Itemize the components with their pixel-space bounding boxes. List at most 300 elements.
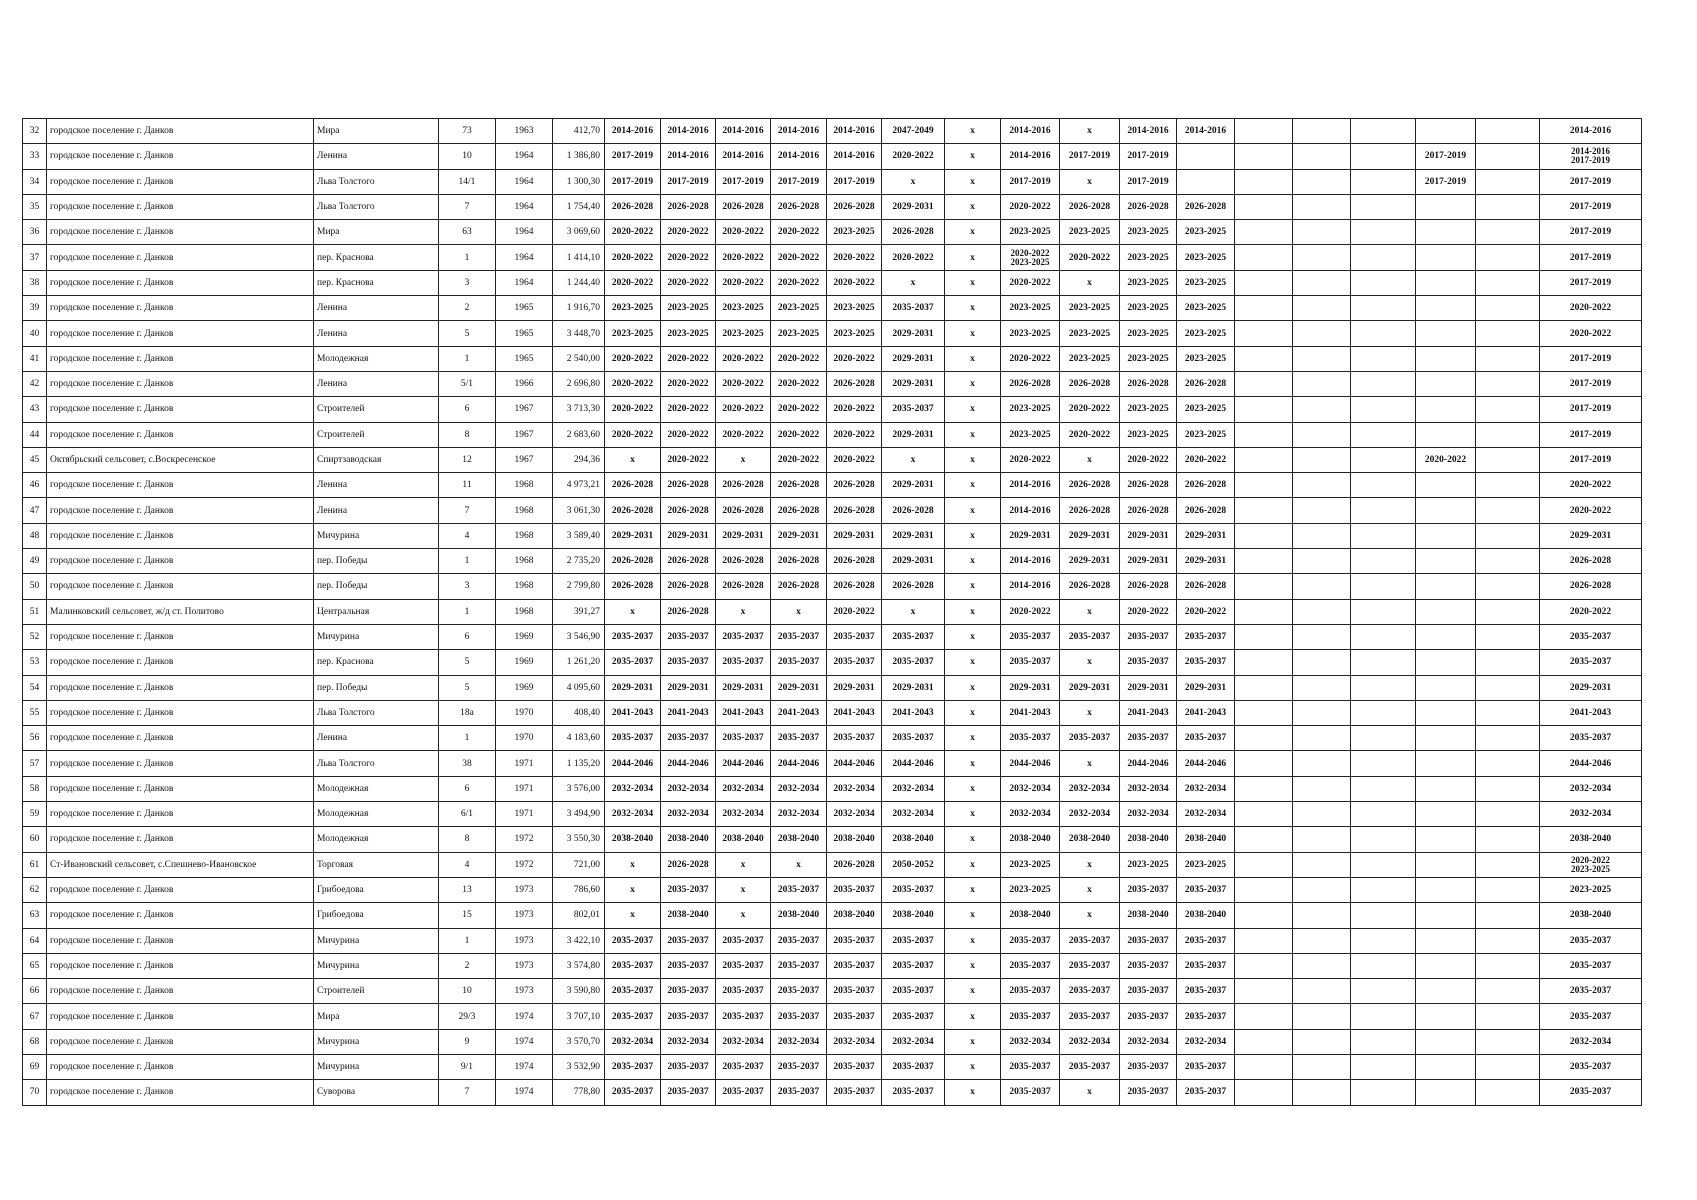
period-cell bbox=[1351, 953, 1416, 978]
period-cell: 2020-2022 bbox=[716, 270, 771, 295]
area-cell: 2 735,20 bbox=[553, 549, 605, 574]
period-cell: 2023-2025 bbox=[661, 296, 716, 321]
period-cell bbox=[1476, 549, 1540, 574]
period-cell: 2032-2034 bbox=[1177, 776, 1235, 801]
period-cell: 2023-2025 bbox=[1120, 422, 1177, 447]
period-cell: 2026-2028 bbox=[1060, 194, 1120, 219]
area-cell: 778,80 bbox=[553, 1080, 605, 1105]
street-cell: Мира bbox=[314, 1004, 439, 1029]
period-cell: 2035-2037 bbox=[882, 1054, 945, 1079]
row-number-cell: 61 bbox=[23, 852, 47, 877]
total-period-cell: 2035-2037 bbox=[1540, 979, 1642, 1004]
period-cell: х bbox=[945, 397, 1001, 422]
total-period-cell: 2017-2019 bbox=[1540, 346, 1642, 371]
period-cell: 2023-2025 bbox=[1120, 852, 1177, 877]
street-cell: пер. Краснова bbox=[314, 270, 439, 295]
period-cell: 2029-2031 bbox=[1120, 523, 1177, 548]
period-cell: 2023-2025 bbox=[1177, 397, 1235, 422]
period-cell: 2029-2031 bbox=[605, 675, 661, 700]
period-cell: 2038-2040 bbox=[1120, 903, 1177, 928]
period-cell bbox=[1293, 1054, 1351, 1079]
period-cell bbox=[1235, 144, 1293, 169]
period-cell: 2035-2037 bbox=[1177, 726, 1235, 751]
house-number-cell: 7 bbox=[439, 194, 496, 219]
total-period-cell: 2017-2019 bbox=[1540, 371, 1642, 396]
period-cell: 2026-2028 bbox=[605, 194, 661, 219]
period-cell bbox=[1293, 447, 1351, 472]
house-number-cell: 9/1 bbox=[439, 1054, 496, 1079]
period-cell: 2020-2022 bbox=[661, 397, 716, 422]
period-cell bbox=[1416, 979, 1476, 1004]
period-cell: 2032-2034 bbox=[827, 776, 882, 801]
period-cell: 2020-2022 bbox=[1120, 599, 1177, 624]
house-number-cell: 38 bbox=[439, 751, 496, 776]
period-cell: х bbox=[1060, 599, 1120, 624]
period-cell: 2032-2034 bbox=[605, 1029, 661, 1054]
period-cell bbox=[1476, 599, 1540, 624]
row-number-cell: 57 bbox=[23, 751, 47, 776]
period-cell: 2020-2022 2023-2025 bbox=[1001, 245, 1060, 270]
area-cell: 3 448,70 bbox=[553, 321, 605, 346]
period-cell bbox=[1235, 624, 1293, 649]
period-cell: 2023-2025 bbox=[1120, 296, 1177, 321]
period-cell: 2023-2025 bbox=[1120, 270, 1177, 295]
period-cell: 2023-2025 bbox=[1120, 321, 1177, 346]
period-cell: х bbox=[945, 523, 1001, 548]
period-cell: 2020-2022 bbox=[1060, 422, 1120, 447]
period-cell bbox=[1235, 827, 1293, 852]
period-cell: 2035-2037 bbox=[1177, 877, 1235, 902]
settlement-cell: Ст-Ивановский сельсовет, с.Спешнево-Ивановское bbox=[47, 852, 314, 877]
period-cell: 2020-2022 bbox=[1177, 447, 1235, 472]
period-cell: 2026-2028 bbox=[1120, 574, 1177, 599]
settlement-cell: городское поселение г. Данков bbox=[47, 523, 314, 548]
row-number-cell: 49 bbox=[23, 549, 47, 574]
period-cell: 2017-2019 bbox=[605, 144, 661, 169]
period-cell: х bbox=[1060, 169, 1120, 194]
period-cell: х bbox=[1060, 270, 1120, 295]
street-cell: Льва Толстого bbox=[314, 169, 439, 194]
period-cell: х bbox=[945, 979, 1001, 1004]
year-built-cell: 1972 bbox=[496, 827, 553, 852]
table-row bbox=[23, 397, 1642, 422]
period-cell: х bbox=[1060, 119, 1120, 144]
total-period-cell: 2017-2019 bbox=[1540, 245, 1642, 270]
period-cell bbox=[1416, 194, 1476, 219]
settlement-cell: городское поселение г. Данков bbox=[47, 776, 314, 801]
period-cell: 2026-2028 bbox=[1001, 371, 1060, 396]
period-cell bbox=[1416, 1029, 1476, 1054]
year-built-cell: 1970 bbox=[496, 726, 553, 751]
period-cell: 2014-2016 bbox=[1001, 144, 1060, 169]
period-cell: 2026-2028 bbox=[1177, 371, 1235, 396]
settlement-cell: городское поселение г. Данков bbox=[47, 549, 314, 574]
year-built-cell: 1968 bbox=[496, 523, 553, 548]
period-cell bbox=[1416, 371, 1476, 396]
period-cell: 2020-2022 bbox=[1060, 397, 1120, 422]
period-cell: х bbox=[945, 650, 1001, 675]
period-cell: х bbox=[1060, 1080, 1120, 1105]
period-cell: 2032-2034 bbox=[1120, 802, 1177, 827]
house-number-cell: 1 bbox=[439, 245, 496, 270]
period-cell: 2035-2037 bbox=[661, 1004, 716, 1029]
row-number-cell: 65 bbox=[23, 953, 47, 978]
period-cell: 2023-2025 bbox=[1001, 877, 1060, 902]
period-cell bbox=[1293, 599, 1351, 624]
total-period-cell: 2020-2022 bbox=[1540, 473, 1642, 498]
period-cell bbox=[1416, 802, 1476, 827]
period-cell bbox=[1416, 827, 1476, 852]
period-cell: 2026-2028 bbox=[827, 549, 882, 574]
table-row bbox=[23, 802, 1642, 827]
period-cell: 2035-2037 bbox=[1001, 1004, 1060, 1029]
total-period-cell: 2014-2016 2017-2019 bbox=[1540, 144, 1642, 169]
street-cell: пер. Победы bbox=[314, 675, 439, 700]
period-cell: 2038-2040 bbox=[1177, 827, 1235, 852]
table-row bbox=[23, 574, 1642, 599]
period-cell bbox=[1293, 802, 1351, 827]
period-cell: 2035-2037 bbox=[661, 1080, 716, 1105]
street-cell: Мичурина bbox=[314, 953, 439, 978]
period-cell bbox=[1351, 624, 1416, 649]
period-cell: 2029-2031 bbox=[1177, 549, 1235, 574]
year-built-cell: 1973 bbox=[496, 979, 553, 1004]
settlement-cell: городское поселение г. Данков bbox=[47, 371, 314, 396]
period-cell: 2035-2037 bbox=[882, 1080, 945, 1105]
period-cell bbox=[1293, 371, 1351, 396]
total-period-cell: 2017-2019 bbox=[1540, 422, 1642, 447]
period-cell bbox=[1293, 498, 1351, 523]
period-cell: 2035-2037 bbox=[661, 979, 716, 1004]
period-cell: х bbox=[945, 498, 1001, 523]
period-cell bbox=[1293, 953, 1351, 978]
period-cell: 2035-2037 bbox=[716, 650, 771, 675]
period-cell bbox=[1351, 119, 1416, 144]
period-cell: 2035-2037 bbox=[1120, 1004, 1177, 1029]
period-cell bbox=[1476, 903, 1540, 928]
period-cell: х bbox=[945, 1080, 1001, 1105]
table-row bbox=[23, 979, 1642, 1004]
period-cell bbox=[1293, 979, 1351, 1004]
period-cell: х bbox=[945, 574, 1001, 599]
period-cell bbox=[1476, 270, 1540, 295]
street-cell: Суворова bbox=[314, 1080, 439, 1105]
period-cell bbox=[1416, 650, 1476, 675]
period-cell: 2014-2016 bbox=[771, 119, 827, 144]
period-cell: 2035-2037 bbox=[1060, 979, 1120, 1004]
period-cell: 2032-2034 bbox=[1001, 776, 1060, 801]
table-row bbox=[23, 726, 1642, 751]
table-row bbox=[23, 1029, 1642, 1054]
row-number-cell: 37 bbox=[23, 245, 47, 270]
period-cell: 2020-2022 bbox=[1177, 599, 1235, 624]
period-cell: 2032-2034 bbox=[1001, 802, 1060, 827]
area-cell: 802,01 bbox=[553, 903, 605, 928]
row-number-cell: 66 bbox=[23, 979, 47, 1004]
period-cell: 2020-2022 bbox=[605, 397, 661, 422]
year-built-cell: 1969 bbox=[496, 650, 553, 675]
house-number-cell: 1 bbox=[439, 928, 496, 953]
house-number-cell: 4 bbox=[439, 523, 496, 548]
period-cell: 2026-2028 bbox=[1060, 574, 1120, 599]
row-number-cell: 64 bbox=[23, 928, 47, 953]
total-period-cell: 2035-2037 bbox=[1540, 726, 1642, 751]
settlement-cell: городское поселение г. Данков bbox=[47, 827, 314, 852]
period-cell: 2023-2025 bbox=[1120, 346, 1177, 371]
house-number-cell: 5 bbox=[439, 675, 496, 700]
period-cell: 2023-2025 bbox=[1060, 220, 1120, 245]
period-cell: 2020-2022 bbox=[771, 346, 827, 371]
period-cell: 2041-2043 bbox=[1001, 700, 1060, 725]
street-cell: Мира bbox=[314, 119, 439, 144]
period-cell: 2035-2037 bbox=[827, 1080, 882, 1105]
settlement-cell: городское поселение г. Данков bbox=[47, 979, 314, 1004]
total-period-cell: 2020-2022 bbox=[1540, 599, 1642, 624]
period-cell: 2023-2025 bbox=[1001, 397, 1060, 422]
period-cell: 2017-2019 bbox=[827, 169, 882, 194]
period-cell: 2035-2037 bbox=[1060, 726, 1120, 751]
period-cell: 2035-2037 bbox=[1001, 1080, 1060, 1105]
period-cell: 2014-2016 bbox=[605, 119, 661, 144]
total-period-cell: 2035-2037 bbox=[1540, 1080, 1642, 1105]
period-cell: 2020-2022 bbox=[771, 245, 827, 270]
period-cell: 2047-2049 bbox=[882, 119, 945, 144]
period-cell bbox=[1235, 574, 1293, 599]
settlement-cell: городское поселение г. Данков bbox=[47, 473, 314, 498]
table-row bbox=[23, 928, 1642, 953]
period-cell: 2035-2037 bbox=[882, 397, 945, 422]
year-built-cell: 1973 bbox=[496, 928, 553, 953]
street-cell: Молодежная bbox=[314, 776, 439, 801]
period-cell: 2026-2028 bbox=[1120, 371, 1177, 396]
period-cell bbox=[1235, 1080, 1293, 1105]
row-number-cell: 43 bbox=[23, 397, 47, 422]
row-number-cell: 48 bbox=[23, 523, 47, 548]
area-cell: 721,00 bbox=[553, 852, 605, 877]
year-built-cell: 1968 bbox=[496, 574, 553, 599]
period-cell: 2017-2019 bbox=[771, 169, 827, 194]
period-cell: х bbox=[1060, 447, 1120, 472]
period-cell: х bbox=[716, 447, 771, 472]
period-cell: 2023-2025 bbox=[1120, 245, 1177, 270]
row-number-cell: 58 bbox=[23, 776, 47, 801]
period-cell: х bbox=[1060, 700, 1120, 725]
period-cell bbox=[1476, 397, 1540, 422]
period-cell: 2017-2019 bbox=[1416, 169, 1476, 194]
period-cell: 2020-2022 bbox=[827, 346, 882, 371]
period-cell: 2023-2025 bbox=[1177, 270, 1235, 295]
period-cell: х bbox=[1060, 650, 1120, 675]
period-cell bbox=[1235, 599, 1293, 624]
total-period-cell: 2035-2037 bbox=[1540, 624, 1642, 649]
settlement-cell: городское поселение г. Данков bbox=[47, 1054, 314, 1079]
period-cell bbox=[1293, 220, 1351, 245]
period-cell bbox=[1416, 700, 1476, 725]
row-number-cell: 47 bbox=[23, 498, 47, 523]
period-cell bbox=[1351, 1004, 1416, 1029]
table-row bbox=[23, 852, 1642, 877]
street-cell: Льва Толстого bbox=[314, 194, 439, 219]
period-cell: 2014-2016 bbox=[716, 144, 771, 169]
period-cell bbox=[1351, 549, 1416, 574]
street-cell: Ленина bbox=[314, 144, 439, 169]
period-cell: 2014-2016 bbox=[1177, 119, 1235, 144]
period-cell bbox=[1235, 119, 1293, 144]
period-cell bbox=[1293, 397, 1351, 422]
period-cell: 2020-2022 bbox=[661, 245, 716, 270]
settlement-cell: городское поселение г. Данков bbox=[47, 726, 314, 751]
period-cell: 2035-2037 bbox=[1177, 979, 1235, 1004]
settlement-cell: городское поселение г. Данков bbox=[47, 270, 314, 295]
period-cell: 2026-2028 bbox=[827, 473, 882, 498]
period-cell: 2029-2031 bbox=[605, 523, 661, 548]
period-cell: 2035-2037 bbox=[827, 928, 882, 953]
period-cell bbox=[1416, 1080, 1476, 1105]
table-row bbox=[23, 877, 1642, 902]
area-cell: 2 799,80 bbox=[553, 574, 605, 599]
street-cell: Спиртзаводская bbox=[314, 447, 439, 472]
period-cell bbox=[1476, 979, 1540, 1004]
period-cell: 2038-2040 bbox=[882, 827, 945, 852]
period-cell: 2029-2031 bbox=[827, 675, 882, 700]
period-cell: 2026-2028 bbox=[661, 852, 716, 877]
period-cell bbox=[1476, 1029, 1540, 1054]
total-period-cell: 2020-2022 bbox=[1540, 296, 1642, 321]
period-cell: 2035-2037 bbox=[605, 1080, 661, 1105]
period-cell bbox=[1351, 523, 1416, 548]
period-cell: 2014-2016 bbox=[1001, 498, 1060, 523]
period-cell: 2023-2025 bbox=[1177, 852, 1235, 877]
period-cell: 2017-2019 bbox=[1120, 169, 1177, 194]
period-cell: 2029-2031 bbox=[882, 194, 945, 219]
year-built-cell: 1968 bbox=[496, 498, 553, 523]
area-cell: 408,40 bbox=[553, 700, 605, 725]
period-cell: 2026-2028 bbox=[771, 498, 827, 523]
period-cell bbox=[1476, 473, 1540, 498]
total-period-cell: 2029-2031 bbox=[1540, 523, 1642, 548]
row-number-cell: 44 bbox=[23, 422, 47, 447]
year-built-cell: 1965 bbox=[496, 296, 553, 321]
period-cell: 2020-2022 bbox=[1001, 599, 1060, 624]
year-built-cell: 1973 bbox=[496, 953, 553, 978]
settlement-cell: городское поселение г. Данков bbox=[47, 321, 314, 346]
period-cell: 2035-2037 bbox=[1060, 1004, 1120, 1029]
period-cell bbox=[1293, 549, 1351, 574]
period-cell: 2020-2022 bbox=[605, 270, 661, 295]
year-built-cell: 1974 bbox=[496, 1054, 553, 1079]
house-number-cell: 6 bbox=[439, 397, 496, 422]
period-cell bbox=[1351, 473, 1416, 498]
period-cell: 2020-2022 bbox=[716, 422, 771, 447]
table-row bbox=[23, 498, 1642, 523]
year-built-cell: 1969 bbox=[496, 624, 553, 649]
period-cell bbox=[1351, 144, 1416, 169]
period-cell: х bbox=[945, 220, 1001, 245]
period-cell: 2026-2028 bbox=[716, 194, 771, 219]
period-cell bbox=[1235, 877, 1293, 902]
period-cell bbox=[1476, 422, 1540, 447]
period-cell: 2020-2022 bbox=[1001, 346, 1060, 371]
period-cell: 2044-2046 bbox=[771, 751, 827, 776]
settlement-cell: городское поселение г. Данков bbox=[47, 397, 314, 422]
period-cell bbox=[1416, 675, 1476, 700]
settlement-cell: городское поселение г. Данков bbox=[47, 1080, 314, 1105]
period-cell: х bbox=[945, 675, 1001, 700]
period-cell: 2032-2034 bbox=[661, 776, 716, 801]
period-cell: 2026-2028 bbox=[827, 194, 882, 219]
period-cell: 2035-2037 bbox=[605, 1054, 661, 1079]
period-cell: 2029-2031 bbox=[661, 675, 716, 700]
period-cell bbox=[1476, 928, 1540, 953]
period-cell bbox=[1235, 953, 1293, 978]
period-cell bbox=[1235, 194, 1293, 219]
period-cell: 2029-2031 bbox=[882, 473, 945, 498]
period-cell bbox=[1416, 1004, 1476, 1029]
street-cell: Строителей bbox=[314, 979, 439, 1004]
row-number-cell: 33 bbox=[23, 144, 47, 169]
period-cell bbox=[1351, 776, 1416, 801]
period-cell: 2035-2037 bbox=[605, 726, 661, 751]
period-cell: х bbox=[945, 422, 1001, 447]
year-built-cell: 1968 bbox=[496, 599, 553, 624]
year-built-cell: 1964 bbox=[496, 220, 553, 245]
period-cell: 2014-2016 bbox=[1001, 119, 1060, 144]
period-cell: 2029-2031 bbox=[661, 523, 716, 548]
period-cell: 2029-2031 bbox=[1177, 675, 1235, 700]
street-cell: Мира bbox=[314, 220, 439, 245]
table-row bbox=[23, 220, 1642, 245]
period-cell bbox=[1416, 523, 1476, 548]
period-cell: 2020-2022 bbox=[661, 447, 716, 472]
period-cell: 2020-2022 bbox=[661, 220, 716, 245]
period-cell: 2038-2040 bbox=[605, 827, 661, 852]
period-cell: 2026-2028 bbox=[1120, 498, 1177, 523]
row-number-cell: 34 bbox=[23, 169, 47, 194]
period-cell: 2044-2046 bbox=[661, 751, 716, 776]
period-cell: 2026-2028 bbox=[1177, 473, 1235, 498]
total-period-cell: 2032-2034 bbox=[1540, 776, 1642, 801]
house-number-cell: 13 bbox=[439, 877, 496, 902]
street-cell: Строителей bbox=[314, 422, 439, 447]
table-row bbox=[23, 321, 1642, 346]
period-cell bbox=[1351, 599, 1416, 624]
period-cell bbox=[1351, 397, 1416, 422]
period-cell: 2017-2019 bbox=[1416, 144, 1476, 169]
period-cell: 2035-2037 bbox=[771, 726, 827, 751]
settlement-cell: городское поселение г. Данков bbox=[47, 1004, 314, 1029]
total-period-cell: 2044-2046 bbox=[1540, 751, 1642, 776]
area-cell: 3 422,10 bbox=[553, 928, 605, 953]
period-cell bbox=[1235, 270, 1293, 295]
period-cell: 2029-2031 bbox=[771, 523, 827, 548]
period-cell: 2035-2037 bbox=[716, 624, 771, 649]
period-cell: 2050-2052 bbox=[882, 852, 945, 877]
period-cell: 2038-2040 bbox=[1177, 903, 1235, 928]
period-cell: 2026-2028 bbox=[605, 574, 661, 599]
period-cell: 2014-2016 bbox=[1001, 549, 1060, 574]
total-period-cell: 2017-2019 bbox=[1540, 447, 1642, 472]
period-cell: 2020-2022 bbox=[771, 447, 827, 472]
period-cell: 2026-2028 bbox=[771, 574, 827, 599]
period-cell bbox=[1293, 726, 1351, 751]
period-cell: 2035-2037 bbox=[882, 650, 945, 675]
period-cell: 2035-2037 bbox=[716, 1054, 771, 1079]
period-cell bbox=[1235, 700, 1293, 725]
period-cell: 2029-2031 bbox=[882, 523, 945, 548]
period-cell bbox=[1351, 220, 1416, 245]
period-cell bbox=[1235, 1054, 1293, 1079]
period-cell: 2035-2037 bbox=[1120, 1054, 1177, 1079]
